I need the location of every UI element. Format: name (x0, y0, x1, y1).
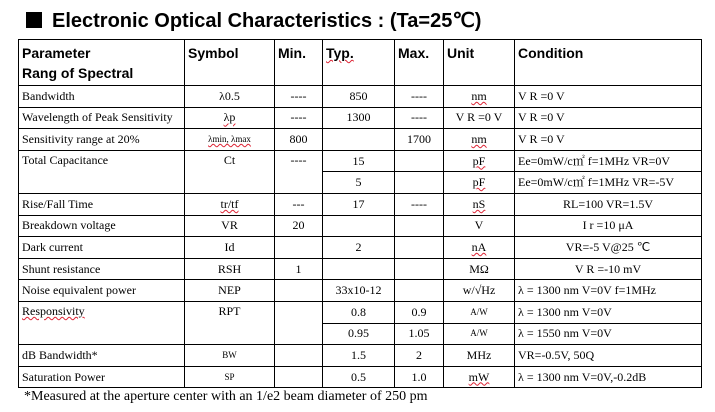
max-cell: 1.05 (395, 323, 444, 345)
min-cell (275, 366, 323, 388)
max-cell: ---- (395, 107, 444, 129)
max-cell: ---- (395, 86, 444, 108)
condition-cell: V R =0 V (515, 86, 702, 108)
characteristics-table (18, 39, 702, 388)
condition-cell: Ee=0mW/c㎡ f=1MHz VR=-5V (515, 172, 702, 194)
min-cell (275, 237, 323, 259)
unit-cell: V R =0 V (444, 107, 515, 129)
table-row (19, 193, 702, 215)
parameter-cell: Rise/Fall Time (19, 193, 185, 215)
max-cell (395, 280, 444, 302)
unit-cell: nS (444, 193, 515, 215)
typ-cell (323, 258, 395, 280)
unit-cell: mW (444, 366, 515, 388)
max-cell: 1700 (395, 129, 444, 151)
table-row (19, 107, 702, 129)
header-max: Max. (395, 40, 444, 86)
symbol-cell: RPT (185, 301, 275, 344)
condition-cell: V R =0 V (515, 107, 702, 129)
parameter-cell: Total Capacitance (19, 150, 185, 193)
typ-cell: 2 (323, 237, 395, 259)
min-cell: ---- (275, 150, 323, 193)
black-square-icon (26, 12, 42, 28)
symbol-cell: λ0.5 (185, 86, 275, 108)
min-cell: --- (275, 193, 323, 215)
unit-cell: MHz (444, 345, 515, 367)
max-cell: 0.9 (395, 301, 444, 323)
min-cell: 800 (275, 129, 323, 151)
unit-cell: V (444, 215, 515, 237)
table-row (19, 366, 702, 388)
symbol-cell: VR (185, 215, 275, 237)
symbol-cell: λp (185, 107, 275, 129)
condition-cell: I r =10 μA (515, 215, 702, 237)
symbol-cell: Id (185, 237, 275, 259)
typ-cell: 5 (323, 172, 395, 194)
table-row (19, 215, 702, 237)
section-title-text: Electronic Optical Characteristics : (Ta=25℃) (52, 9, 482, 32)
typ-cell: 850 (323, 86, 395, 108)
header-typ: Typ. (323, 40, 395, 86)
max-cell (395, 258, 444, 280)
unit-cell: pF (444, 172, 515, 194)
symbol-cell: λmin, λmax (185, 129, 275, 151)
typ-cell (323, 215, 395, 237)
section-title (26, 6, 481, 34)
condition-cell: V R =0 V (515, 129, 702, 151)
parameter-cell: Bandwidth (19, 86, 185, 108)
unit-cell: pF (444, 150, 515, 172)
condition-cell: V R =-10 mV (515, 258, 702, 280)
header-symbol: Symbol (185, 40, 275, 86)
unit-cell: A/W (444, 323, 515, 345)
condition-cell: VR=-0.5V, 50Q (515, 345, 702, 367)
parameter-cell: Noise equivalent power (19, 280, 185, 302)
condition-cell: λ = 1550 nm V=0V (515, 323, 702, 345)
max-cell: ---- (395, 193, 444, 215)
table-row (19, 237, 702, 259)
condition-cell: VR=-5 V@25 ℃ (515, 237, 702, 259)
parameter-cell: Saturation Power (19, 366, 185, 388)
typ-cell: 15 (323, 150, 395, 172)
table-row (19, 280, 702, 302)
typ-cell: 1.5 (323, 345, 395, 367)
min-cell: 1 (275, 258, 323, 280)
max-cell: 2 (395, 345, 444, 367)
unit-cell: nA (444, 237, 515, 259)
parameter-cell: Breakdown voltage (19, 215, 185, 237)
typ-cell: 0.8 (323, 301, 395, 323)
min-cell: 20 (275, 215, 323, 237)
table-header-row (19, 40, 702, 86)
max-cell: 1.0 (395, 366, 444, 388)
parameter-cell: Dark current (19, 237, 185, 259)
header-unit: Unit (444, 40, 515, 86)
max-cell (395, 150, 444, 172)
header-min: Min. (275, 40, 323, 86)
table-row (19, 258, 702, 280)
max-cell (395, 215, 444, 237)
unit-cell: nm (444, 129, 515, 151)
typ-cell: 17 (323, 193, 395, 215)
table-row (19, 86, 702, 108)
max-cell (395, 237, 444, 259)
condition-cell: λ = 1300 nm V=0V (515, 301, 702, 323)
parameter-cell: dB Bandwidth* (19, 345, 185, 367)
typ-cell: 33x10-12 (323, 280, 395, 302)
min-cell (275, 280, 323, 302)
symbol-cell: NEP (185, 280, 275, 302)
min-cell: ---- (275, 86, 323, 108)
header-condition: Condition (515, 40, 702, 86)
parameter-cell: Responsivity (19, 301, 185, 344)
max-cell (395, 172, 444, 194)
typ-cell: 0.5 (323, 366, 395, 388)
unit-cell: w/√Hz (444, 280, 515, 302)
condition-cell: λ = 1300 nm V=0V,-0.2dB (515, 366, 702, 388)
parameter-cell: Sensitivity range at 20% (19, 129, 185, 151)
min-cell (275, 345, 323, 367)
symbol-cell: RSH (185, 258, 275, 280)
footnote: *Measured at the aperture center with an 1/e2 beam diameter of 250 pm (24, 389, 428, 404)
min-cell: ---- (275, 107, 323, 129)
condition-cell: λ = 1300 nm V=0V f=1MHz (515, 280, 702, 302)
condition-cell: Ee=0mW/c㎡ f=1MHz VR=0V (515, 150, 702, 172)
unit-cell: nm (444, 86, 515, 108)
table-row (19, 345, 702, 367)
typ-cell (323, 129, 395, 151)
table-row (19, 150, 702, 172)
header-parameter: Parameter Rang of Spectral (19, 40, 185, 86)
typ-cell: 1300 (323, 107, 395, 129)
symbol-cell: SP (185, 366, 275, 388)
parameter-cell: Shunt resistance (19, 258, 185, 280)
symbol-cell: tr/tf (185, 193, 275, 215)
unit-cell: MΩ (444, 258, 515, 280)
symbol-cell: BW (185, 345, 275, 367)
condition-cell: RL=100 VR=1.5V (515, 193, 702, 215)
parameter-cell: Wavelength of Peak Sensitivity (19, 107, 185, 129)
unit-cell: A/W (444, 301, 515, 323)
min-cell (275, 301, 323, 344)
table-row (19, 301, 702, 323)
symbol-cell: Ct (185, 150, 275, 193)
table-row (19, 129, 702, 151)
typ-cell: 0.95 (323, 323, 395, 345)
